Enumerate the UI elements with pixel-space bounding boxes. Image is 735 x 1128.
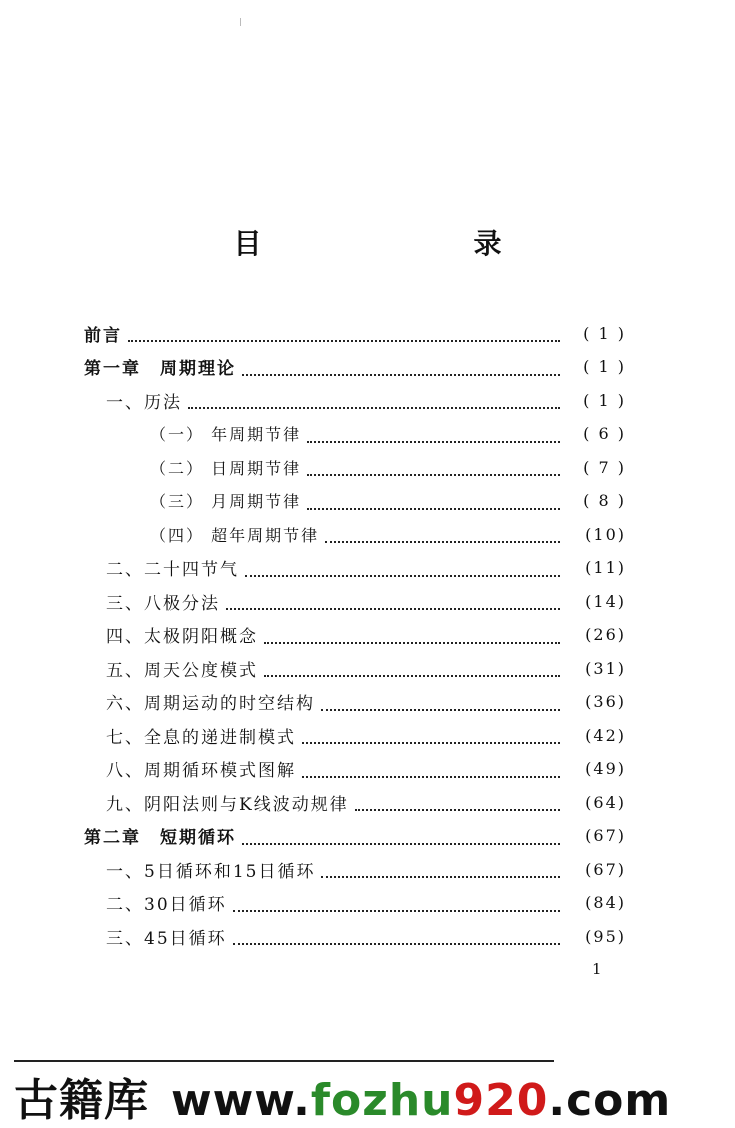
footer-divider <box>14 1060 554 1062</box>
toc-entry-page: ( 8 ) <box>583 491 626 510</box>
toc-entry-label: 八、周期循环模式图解 <box>106 761 296 781</box>
toc-entry-label: （二） 日周期节律 <box>150 458 302 478</box>
watermark-url-domain: fozhu <box>310 1075 454 1126</box>
toc-entry-label: 一、5日循环和15日循环 <box>106 861 316 882</box>
toc-entry-page: ( 1 ) <box>583 390 626 410</box>
scan-mark <box>240 18 241 26</box>
toc-entry-label: 第二章 短期循环 <box>84 828 236 848</box>
toc-entry-label: 二、30日循环 <box>106 895 227 915</box>
toc-entry-label: 前言 <box>84 325 122 346</box>
toc-entry-page: ( 1 ) <box>583 357 626 376</box>
toc-entry-page: (67) <box>585 826 626 845</box>
toc-leader-dots <box>264 655 560 677</box>
watermark-url-suffix: .com <box>548 1075 672 1126</box>
toc-entry <box>106 752 626 786</box>
watermark-site-name: 古籍库 <box>14 1075 149 1126</box>
page-number: 1 <box>592 960 602 978</box>
toc-entry-page: (49) <box>585 759 626 778</box>
toc-leader-dots <box>226 588 560 610</box>
toc-entry-page: ( 7 ) <box>583 457 626 477</box>
toc-entry-label: 九、阴阳法则与K线波动规律 <box>106 794 349 815</box>
toc-entry-page: (14) <box>585 591 626 611</box>
toc-entry-page: (64) <box>585 792 626 812</box>
toc-entry-label: 七、全息的递进制模式 <box>106 727 296 748</box>
toc-entry-page: (31) <box>585 658 626 678</box>
toc-entry <box>150 417 626 451</box>
toc-leader-dots <box>233 923 560 945</box>
toc-entry-page: ( 6 ) <box>583 424 626 443</box>
toc-entry-label: 第一章 周期理论 <box>84 359 236 379</box>
toc-leader-dots <box>321 689 560 711</box>
toc-entry-page: (84) <box>585 893 626 912</box>
toc-entry <box>106 852 626 886</box>
toc-entry <box>106 584 626 618</box>
toc-leader-dots <box>321 856 560 878</box>
toc-entry-label: 三、45日循环 <box>106 928 227 949</box>
toc-entry-label: 二、二十四节气 <box>106 560 239 580</box>
toc-entry-page: (26) <box>585 625 626 644</box>
toc-entry <box>106 383 626 417</box>
toc-entry-label: （三） 月周期节律 <box>150 492 302 511</box>
toc-entry-page: (95) <box>585 926 626 946</box>
toc-leader-dots <box>188 387 560 409</box>
toc-entry-page: (11) <box>585 558 626 577</box>
toc-entry <box>84 350 626 384</box>
toc-leader-dots <box>128 320 560 342</box>
toc-leader-dots <box>302 756 560 778</box>
toc-entry-label: 一、历法 <box>106 392 182 413</box>
toc-entry-page: (36) <box>585 692 626 711</box>
toc-leader-dots <box>245 555 560 577</box>
toc-entry <box>106 718 626 752</box>
toc-entry <box>106 919 626 953</box>
toc-entry <box>106 785 626 819</box>
site-watermark <box>14 1064 672 1126</box>
toc-entry-page: (42) <box>585 725 626 745</box>
toc-leader-dots <box>302 722 560 744</box>
toc-entry-page: (67) <box>585 859 626 879</box>
toc-entry-page: ( 1 ) <box>583 323 626 343</box>
toc-leader-dots <box>355 789 560 811</box>
page-title: 目 录 <box>233 227 554 260</box>
toc-entry <box>84 316 626 350</box>
toc-leader-dots <box>325 521 560 543</box>
watermark-url-prefix: www. <box>171 1075 311 1126</box>
toc-entry-label: 四、太极阴阳概念 <box>106 627 258 647</box>
toc-entry-label: 五、周天公度模式 <box>106 660 258 681</box>
toc-leader-dots <box>242 354 560 376</box>
toc-entry <box>106 685 626 719</box>
toc-entry-label: （一） 年周期节律 <box>150 425 302 444</box>
toc-entry <box>150 517 626 551</box>
toc-leader-dots <box>242 823 560 845</box>
toc-entry <box>106 551 626 585</box>
toc-entry <box>150 484 626 518</box>
toc-entry <box>106 651 626 685</box>
toc-entry <box>106 886 626 920</box>
toc-leader-dots <box>307 421 560 443</box>
toc-leader-dots <box>307 488 560 510</box>
toc-entry-label: 六、周期运动的时空结构 <box>106 694 315 714</box>
toc-entry-page: (10) <box>585 524 626 544</box>
toc-entry-label: 三、八极分法 <box>106 593 220 614</box>
toc-entry <box>150 450 626 484</box>
toc-entry <box>106 618 626 652</box>
toc-leader-dots <box>233 890 560 912</box>
toc-leader-dots <box>307 454 560 476</box>
toc-entry <box>84 819 626 853</box>
toc-entry-label: （四） 超年周期节律 <box>150 525 320 545</box>
toc-leader-dots <box>264 622 560 644</box>
watermark-url-number: 920 <box>453 1075 549 1126</box>
